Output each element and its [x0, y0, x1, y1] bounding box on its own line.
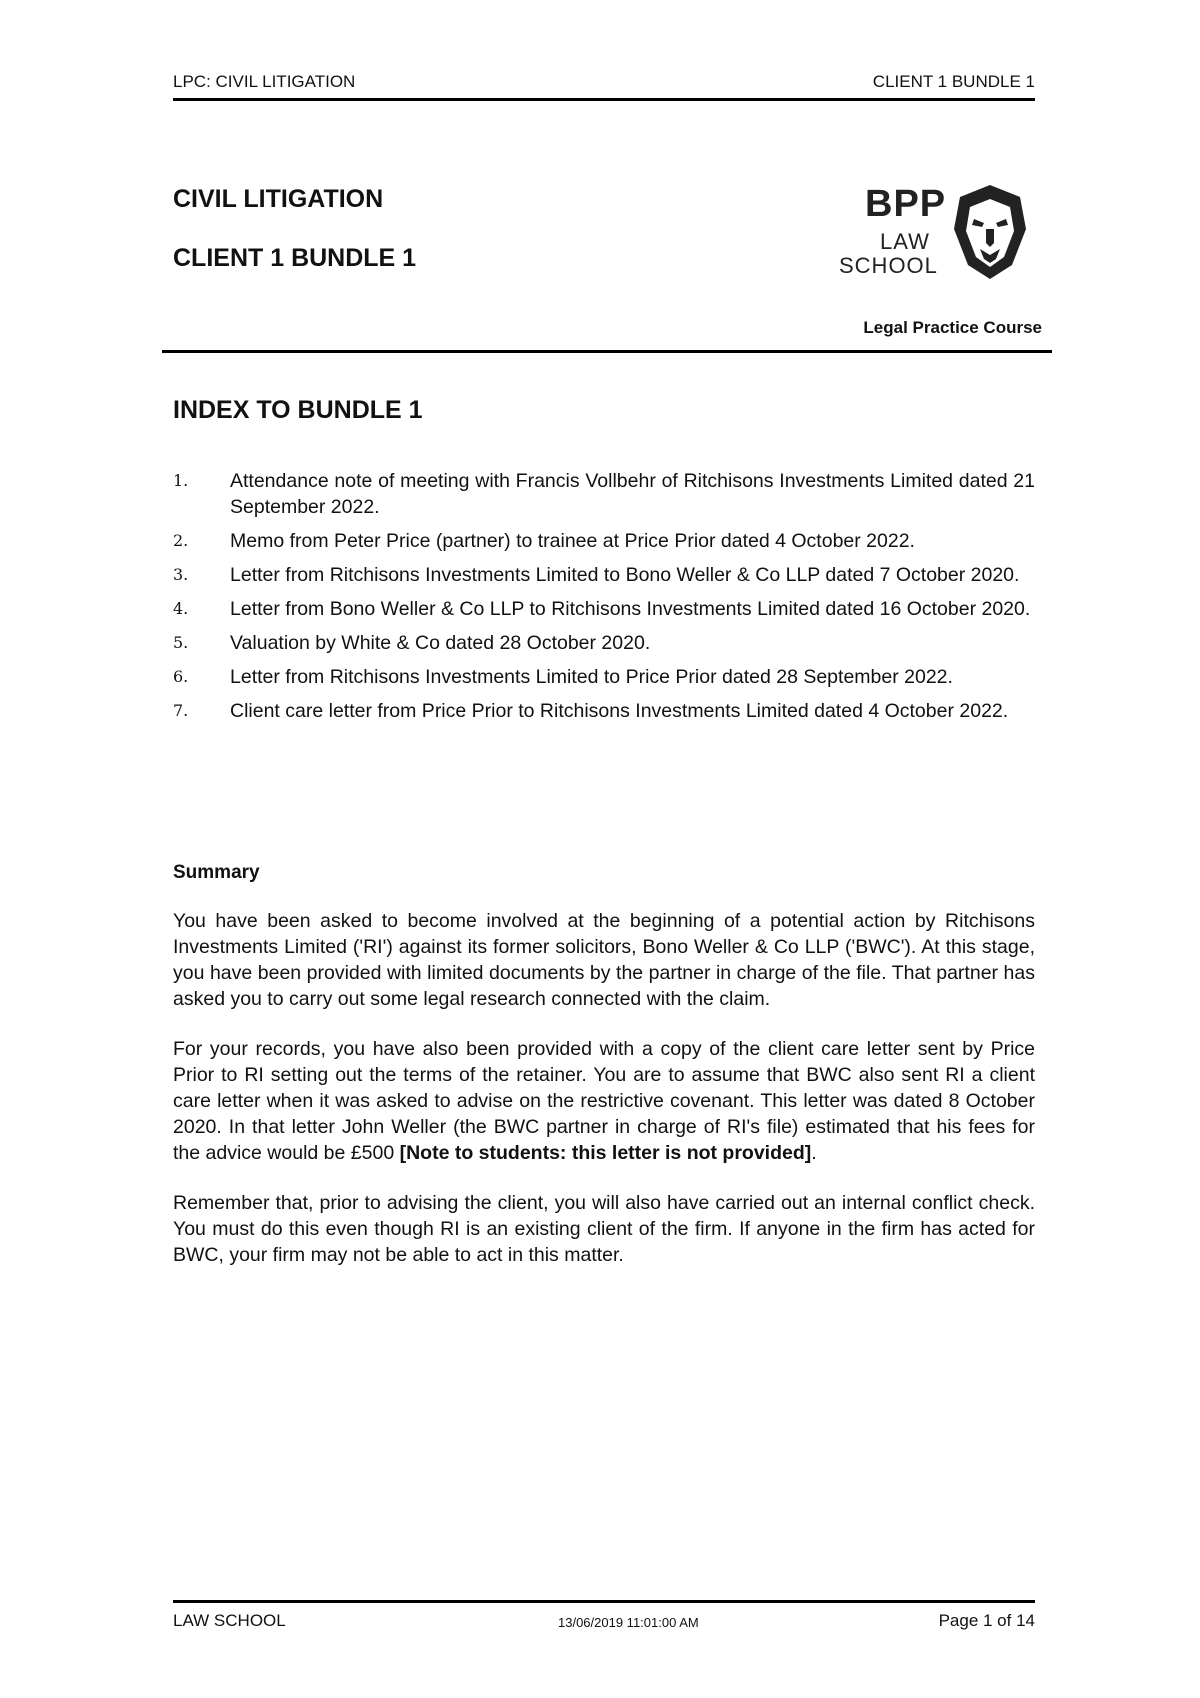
summary-paragraph-3: Remember that, prior to advising the client, you will also have carried out an internal conflict check. You must do this even though RI is an existing client of the firm. If anyone in the firm has acted for BWC, your firm may not be able to act in this matter. [173, 1192, 1035, 1266]
footer-timestamp: 13/06/2019 11:01:00 AM [558, 1615, 699, 1630]
index-item-number: 7. [173, 701, 189, 720]
summary-paragraph-2-text: For your records, you have also been provided with a copy of the client care letter sent by Price Prior to RI setting out the terms of the retainer. You are to assume that BWC also sent RI a client care letter when it was asked to advise on the restrictive covenant. This letter was dated 8 October 2020. In that letter John Weller (the BWC partner in charge of RI's file) estimated that his fees for the advice would be £500 [173, 1038, 1035, 1164]
index-item-number: 3. [173, 565, 189, 584]
index-item [173, 468, 1035, 520]
index-item-text: Valuation by White & Co dated 28 October 2020. [230, 632, 651, 654]
logo-law: LAW [880, 229, 930, 254]
bpp-law-school-logo [835, 183, 1035, 283]
summary-section [173, 860, 1035, 1292]
index-item-number: 5. [173, 633, 189, 652]
index-item-number: 2. [173, 531, 189, 550]
footer-page-number: Page 1 of 14 [938, 1611, 1035, 1630]
lion-head-icon [950, 183, 1030, 281]
index-heading: INDEX TO BUNDLE 1 [173, 396, 423, 424]
page-header [173, 70, 1035, 101]
document-subtitle: CLIENT 1 BUNDLE 1 [173, 244, 417, 272]
index-item-text: Client care letter from Price Prior to Ritchisons Investments Limited dated 4 October 2022. [230, 700, 1009, 722]
index-list [173, 468, 1035, 732]
index-item [173, 630, 1035, 656]
summary-paragraph-1: You have been asked to become involved at the beginning of a potential action by Ritchisons Investments Limited ('RI') against its former solicitors, Bono Weller & Co LLP ('BWC'). At this stage, you have been provided with limited documents by the partner in charge of the file. That partner has asked you to carry out some legal research connected with the claim. [173, 910, 1035, 1010]
index-item [173, 596, 1035, 622]
title-block [173, 185, 416, 273]
index-item [173, 562, 1035, 588]
logo-school: SCHOOL [839, 253, 938, 278]
footer-school: LAW SCHOOL [173, 1611, 286, 1630]
course-label: Legal Practice Course [863, 318, 1042, 337]
summary-heading: Summary [173, 862, 260, 883]
index-item [173, 528, 1035, 554]
index-item [173, 698, 1035, 724]
index-item [173, 664, 1035, 690]
page-footer [173, 1600, 1035, 1633]
header-bundle-name: CLIENT 1 BUNDLE 1 [872, 72, 1035, 91]
index-item-number: 1. [173, 471, 189, 490]
document-title: CIVIL LITIGATION [173, 185, 384, 213]
note-to-students: [Note to students: this letter is not provided] [399, 1142, 812, 1164]
index-item-text: Memo from Peter Price (partner) to trainee at Price Prior dated 4 October 2022. [230, 530, 915, 552]
index-item-number: 4. [173, 599, 189, 618]
index-item-text: Letter from Bono Weller & Co LLP to Ritchisons Investments Limited dated 16 October 2020. [230, 598, 1031, 620]
index-item-text: Letter from Ritchisons Investments Limited to Price Prior dated 28 September 2022. [230, 666, 953, 688]
index-item-number: 6. [173, 667, 189, 686]
logo-brand: BPP [865, 183, 947, 225]
summary-paragraph-2-end: . [811, 1142, 817, 1164]
summary-paragraph-2 [173, 1036, 1035, 1166]
header-course-name: LPC: CIVIL LITIGATION [173, 72, 356, 91]
index-item-text: Attendance note of meeting with Francis Vollbehr of Ritchisons Investments Limited dated 21 September 2022. [230, 470, 1035, 518]
index-item-text: Letter from Ritchisons Investments Limited to Bono Weller & Co LLP dated 7 October 2020. [230, 564, 1020, 586]
divider [162, 350, 1052, 353]
